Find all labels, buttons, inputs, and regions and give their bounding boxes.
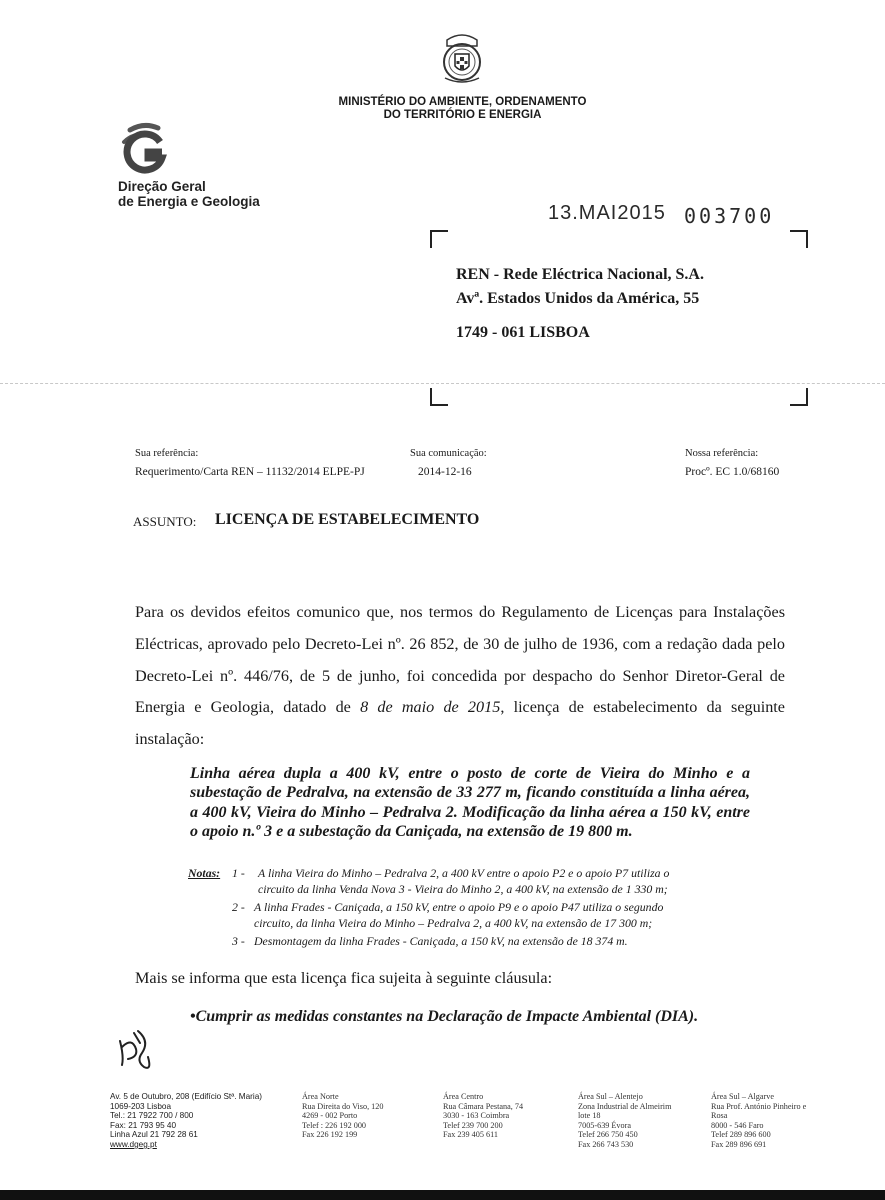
footer-line: Telef : 226 192 000 [302, 1120, 367, 1130]
footer-line: Telef 289 896 600 [711, 1130, 771, 1140]
our-reference-value: Procº. EC 1.0/68160 [685, 466, 780, 478]
note-text: A linha Vieira do Minho – Pedralva 2, a 400 kV entre o apoio P2 e o apoio P7 utiliza o [258, 866, 670, 880]
body-text-start: Para os devidos efeitos comunico que, nos termos do Regulamento de Licenças para Instalações Eléctricas, aprovado pelo Decreto-Lei nº. 26 852, de 30 de julho de 1936, com a redação dada pelo Decreto-Lei nº. 446/76, de 5 de junho, foi concedida por despacho do Senhor Diretor-Geral de Energia e Geologia, datado de [135, 603, 785, 717]
note-text: A linha Frades - Caniçada, a 150 kV, entre o apoio P9 e o apoio P47 utiliza o segundo [254, 900, 664, 914]
your-communication-label: Sua comunicação: [410, 448, 487, 459]
ministry-name [300, 96, 625, 122]
dgeg-logo-icon [118, 122, 168, 174]
footer-line: Telef 239 700 200 [443, 1120, 503, 1130]
footer-line: 8000 - 546 Faro [711, 1120, 764, 1130]
footer-line: Área Sul – Alentejo [578, 1092, 643, 1101]
ministry-line-1: MINISTÉRIO DO AMBIENTE, ORDENAMENTO [338, 96, 587, 108]
recipient-postal: 1749 - 061 LISBOA [456, 324, 590, 341]
footer-line: 4269 - 002 Porto [302, 1111, 358, 1121]
footer-line: Rua Direita do Viso, 120 [302, 1101, 384, 1111]
scan-edge [0, 1190, 885, 1200]
website-link[interactable]: www.dgeg.pt [110, 1139, 157, 1149]
footer-area-norte [302, 1092, 383, 1140]
footer-line: Tel.: 21 7922 700 / 800 [110, 1111, 194, 1121]
footer-line: Av. 5 de Outubro, 208 (Edifício Stª. Maria) [110, 1092, 262, 1101]
note-text: Desmontagem da linha Frades - Caniçada, a 150 kV, na extensão de 18 374 m. [254, 934, 628, 948]
notes-label: Notas: [188, 866, 221, 880]
footer-line: Linha Azul 21 792 28 61 [110, 1130, 198, 1140]
signature-icon [114, 1027, 158, 1075]
note-text: circuito da linha Venda Nova 3 - Vieira do Minho 2, a 400 kV, na extensão de 1 330 m; [258, 881, 668, 896]
note-text: circuito, da linha Vieira do Minho – Pedralva 2, a 400 kV, na extensão de 17 300 m; [254, 915, 653, 930]
note-number: 3 - [232, 934, 245, 948]
installation-description: Linha aérea dupla a 400 kV, entre o posto de corte de Vieira do Minho e a subestação de Pedralva, na extensão de 33 277 m, ficando constituída a linha aérea, a 400 kV, Vieira do Minho – Pedralva 2. Modificação da linha aérea a 150 kV, entre o apoio n.º 3 e a subestação da Caniçada, na extensão de 19 800 m. [190, 765, 750, 840]
footer-line: Área Sul – Algarve [711, 1092, 774, 1101]
recipient-name: REN - Rede Eléctrica Nacional, S.A. [456, 266, 704, 283]
license-date: 8 de maio de 2015 [360, 698, 501, 717]
address-corner-bottom-left [430, 388, 448, 406]
footer-line: 7005-639 Évora [578, 1120, 631, 1130]
note-number: 2 - [232, 900, 245, 914]
footer-line: Fax: 21 793 95 40 [110, 1120, 177, 1130]
our-reference-label: Nossa referência: [685, 448, 759, 459]
address-corner-bottom-right [790, 388, 808, 406]
footer-line: Fax 266 743 530 [578, 1139, 634, 1149]
coat-of-arms-icon [437, 28, 487, 86]
footer-line: Zona Industrial de Almeirim [578, 1101, 672, 1111]
notes-block [188, 866, 768, 948]
stamp-date: 13.MAI2015 [548, 202, 666, 224]
subject-label: ASSUNTO: [133, 514, 197, 529]
clause-intro: Mais se informa que esta licença fica sujeita à seguinte cláusula: [135, 969, 553, 987]
subject-value: LICENÇA DE ESTABELECIMENTO [215, 511, 480, 528]
department-line-1: Direção Geral [118, 179, 206, 194]
address-corner-top-left [430, 230, 448, 248]
footer-area-alentejo [578, 1092, 671, 1150]
footer-line: Rua Câmara Pestana, 74 [443, 1101, 524, 1111]
footer-line: lote 18 [578, 1111, 601, 1121]
footer-line: Fax 289 896 691 [711, 1139, 767, 1149]
footer-line: Área Centro [443, 1092, 484, 1101]
clause-text: •Cumprir as medidas constantes na Declaração de Impacte Ambiental (DIA). [190, 1008, 699, 1025]
footer-area-algarve [711, 1092, 806, 1150]
recipient-street: Avª. Estados Unidos da América, 55 [456, 290, 700, 307]
footer-line: Fax 239 405 611 [443, 1130, 498, 1140]
footer-line: Rua Prof. António Pinheiro e [711, 1101, 807, 1111]
body-text-end: , licença de estabelecimento da seguinte instalação: [135, 698, 785, 749]
footer-hq [110, 1092, 262, 1150]
footer-line: Rosa [711, 1111, 728, 1121]
body-paragraph [135, 597, 785, 756]
note-number: 1 - [232, 866, 245, 880]
your-reference-label: Sua referência: [135, 448, 199, 459]
footer-line: 3030 - 163 Coimbra [443, 1111, 510, 1121]
your-reference-value: Requerimento/Carta REN – 11132/2014 ELPE-PJ [135, 466, 365, 478]
footer-line: Telef 266 750 450 [578, 1130, 638, 1140]
address-corner-top-right [790, 230, 808, 248]
department-name [118, 179, 260, 209]
ministry-line-2: DO TERRITÓRIO E ENERGIA [383, 109, 542, 121]
stamp-number: 003700 [684, 204, 775, 228]
fold-line [0, 383, 885, 384]
your-communication-value: 2014-12-16 [418, 466, 472, 478]
footer-area-centro [443, 1092, 523, 1140]
footer-line: 1069-203 Lisboa [110, 1101, 172, 1111]
footer-line: Área Norte [302, 1092, 339, 1101]
department-line-2: de Energia e Geologia [118, 194, 260, 209]
footer-line: Fax 226 192 199 [302, 1130, 358, 1140]
